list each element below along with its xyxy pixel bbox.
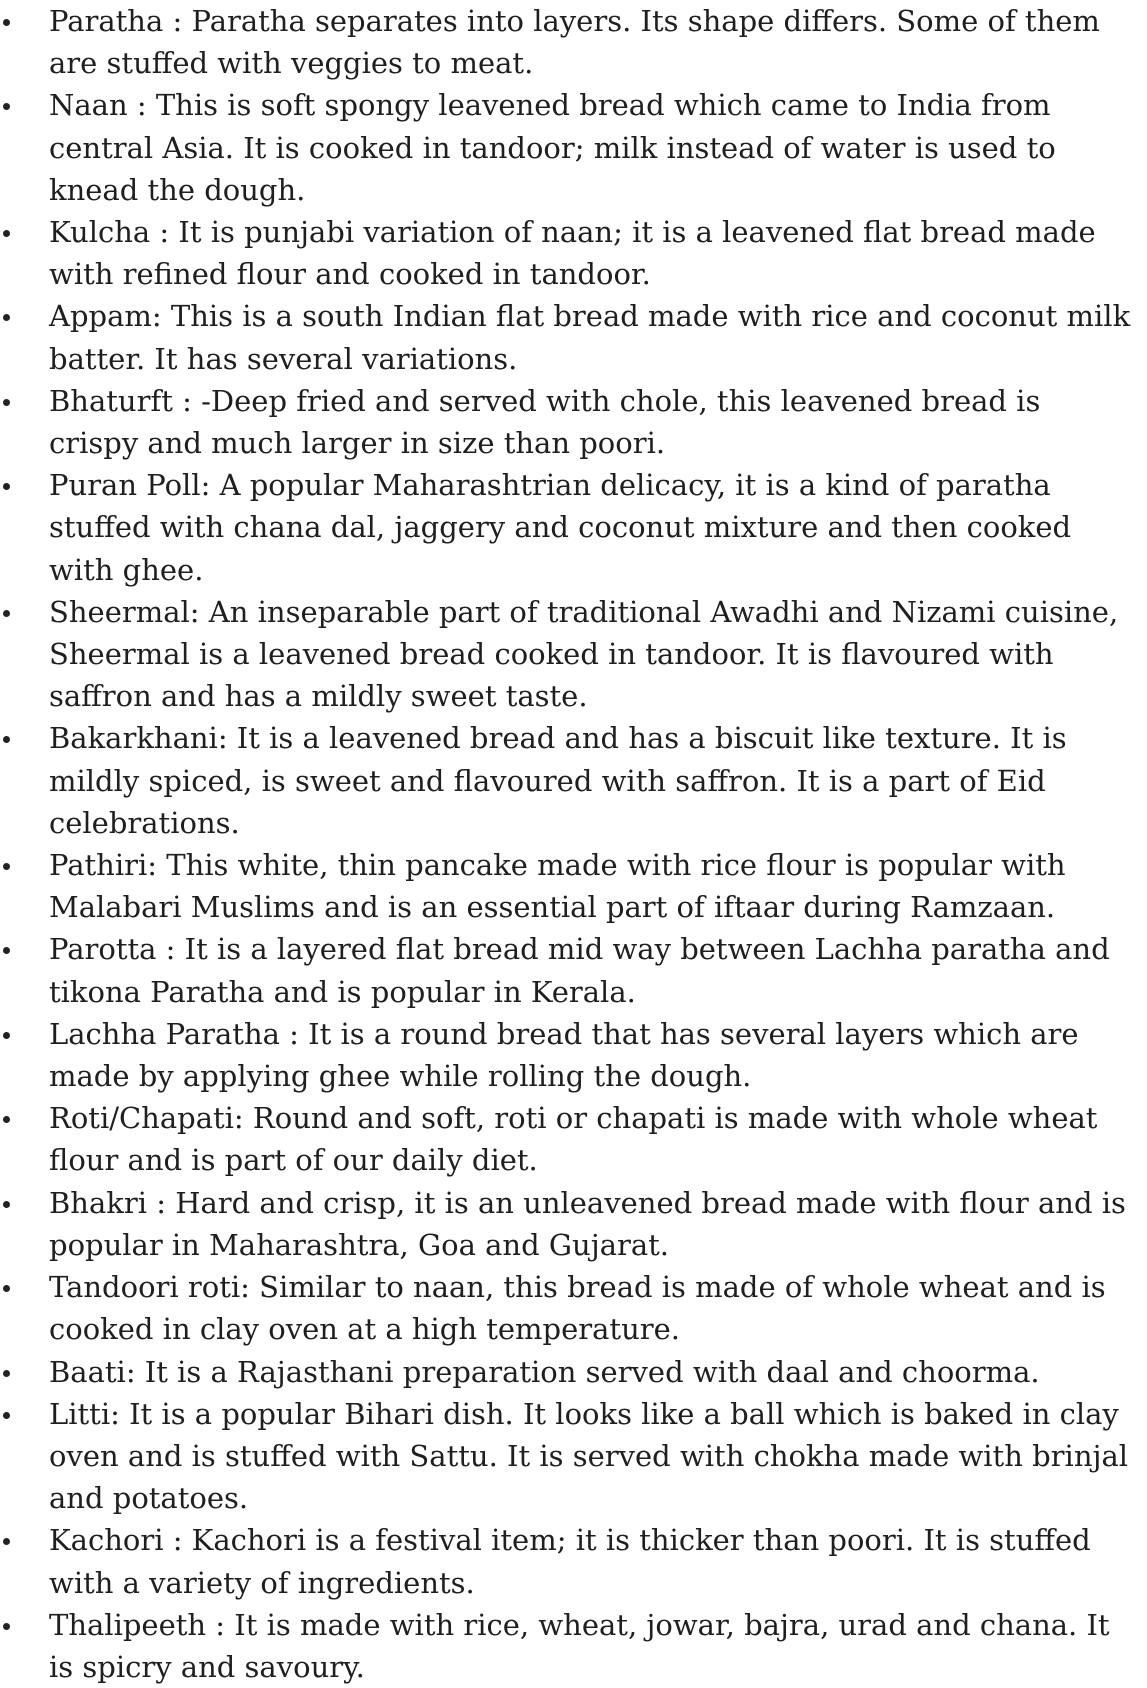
list-item xyxy=(0,591,1147,718)
list-item-text: Parotta : It is a layered flat bread mid way between Lachha paratha and tikona Paratha and is popular in Kerala. xyxy=(49,932,1110,1009)
list-item xyxy=(0,1097,1147,1181)
list-item xyxy=(0,844,1147,928)
bullet-icon xyxy=(0,464,14,506)
bullet-icon xyxy=(0,1266,14,1308)
list-item xyxy=(0,717,1147,844)
bullet-icon xyxy=(0,844,14,886)
bullet-icon xyxy=(0,928,14,970)
list-item-text: Roti/Chapati: Round and soft, roti or chapati is made with whole wheat flour and is part of our daily diet. xyxy=(49,1101,1098,1178)
list-item xyxy=(0,1351,1147,1393)
bullet-icon xyxy=(0,717,14,759)
bullet-icon xyxy=(0,211,14,253)
list-item-text: Puran Poll: A popular Maharashtrian delicacy, it is a kind of paratha stuffed with chana dal, jaggery and coconut mixture and then cooked with ghee. xyxy=(49,468,1072,587)
list-item-text: Sheermal: An inseparable part of traditional Awadhi and Nizami cuisine, Sheermal is a leavened bread cooked in tandoor. It is flavoured with saffron and has a mildly sweet taste. xyxy=(49,594,1119,714)
bullet-icon xyxy=(0,1182,14,1224)
list-item-text: Bhakri : Hard and crisp, it is an unleavened bread made with flour and is popular in Maharashtra, Goa and Gujarat. xyxy=(49,1185,1126,1262)
bullet-icon xyxy=(0,1013,14,1055)
list-item xyxy=(0,1604,1147,1688)
list-item-text: Thalipeeth : It is made with rice, wheat, jowar, bajra, urad and chana. It is spicry and savoury. xyxy=(49,1607,1110,1684)
bullet-icon xyxy=(0,295,14,337)
list-item xyxy=(0,0,1147,84)
bullet-icon xyxy=(0,84,14,126)
bullet-icon xyxy=(0,1097,14,1139)
bullet-icon xyxy=(0,1519,14,1561)
list-item xyxy=(0,211,1147,295)
list-item-text: Kachori : Kachori is a festival item; it is thicker than poori. It is stuffed with a variety of ingredients. xyxy=(49,1523,1091,1600)
list-item xyxy=(0,1519,1147,1603)
list-item-text: Bakarkhani: It is a leavened bread and has a biscuit like texture. It is mildly spiced, is sweet and flavoured with saffron. It is a part of Eid celebrations. xyxy=(49,721,1067,840)
list-item-text: Lachha Paratha : It is a round bread that has several layers which are made by applying ghee while rolling the dough. xyxy=(49,1016,1079,1094)
list-item xyxy=(0,464,1147,591)
list-item xyxy=(0,928,1147,1012)
list-item-text: Naan : This is soft spongy leavened bread which came to India from central Asia. It is cooked in tandoor; milk instead of water is used to knead the dough. xyxy=(49,88,1056,207)
list-item xyxy=(0,1182,1147,1266)
list-item xyxy=(0,1266,1147,1350)
list-item-text: Appam: This is a south Indian flat bread made with rice and coconut milk batter. It has several variations. xyxy=(49,299,1131,376)
list-item-text: Litti: It is a popular Bihari dish. It looks like a ball which is baked in clay oven and is stuffed with Sattu. It is served with chokha made with brinjal and potatoes. xyxy=(49,1396,1129,1516)
bullet-icon xyxy=(0,1351,14,1393)
list-item-text: Baati: It is a Rajasthani preparation served with daal and choorma. xyxy=(49,1354,1040,1389)
list-item xyxy=(0,1013,1147,1097)
list-item xyxy=(0,1393,1147,1520)
bullet-icon xyxy=(0,591,14,633)
bullet-icon xyxy=(0,0,14,42)
bullet-icon xyxy=(0,1393,14,1435)
bullet-icon xyxy=(0,380,14,422)
list-item-text: Bhaturft : -Deep fried and served with chole, this leavened bread is crispy and much larger in size than poori. xyxy=(49,383,1041,461)
list-item-text: Kulcha : It is punjabi variation of naan; it is a leavened flat bread made with refined flour and cooked in tandoor. xyxy=(49,215,1096,292)
bullet-icon xyxy=(0,1604,14,1646)
list-item xyxy=(0,84,1147,211)
list-item xyxy=(0,295,1147,379)
list-item xyxy=(0,380,1147,464)
list-item-text: Tandoori roti: Similar to naan, this bread is made of whole wheat and is cooked in clay oven at a high temperature. xyxy=(49,1270,1106,1347)
list-item-text: Pathiri: This white, thin pancake made with rice flour is popular with Malabari Muslims and is an essential part of iftaar during Ramzaan. xyxy=(49,848,1066,925)
list-item-text: Paratha : Paratha separates into layers. Its shape differs. Some of them are stuffed with veggies to meat. xyxy=(49,4,1100,81)
